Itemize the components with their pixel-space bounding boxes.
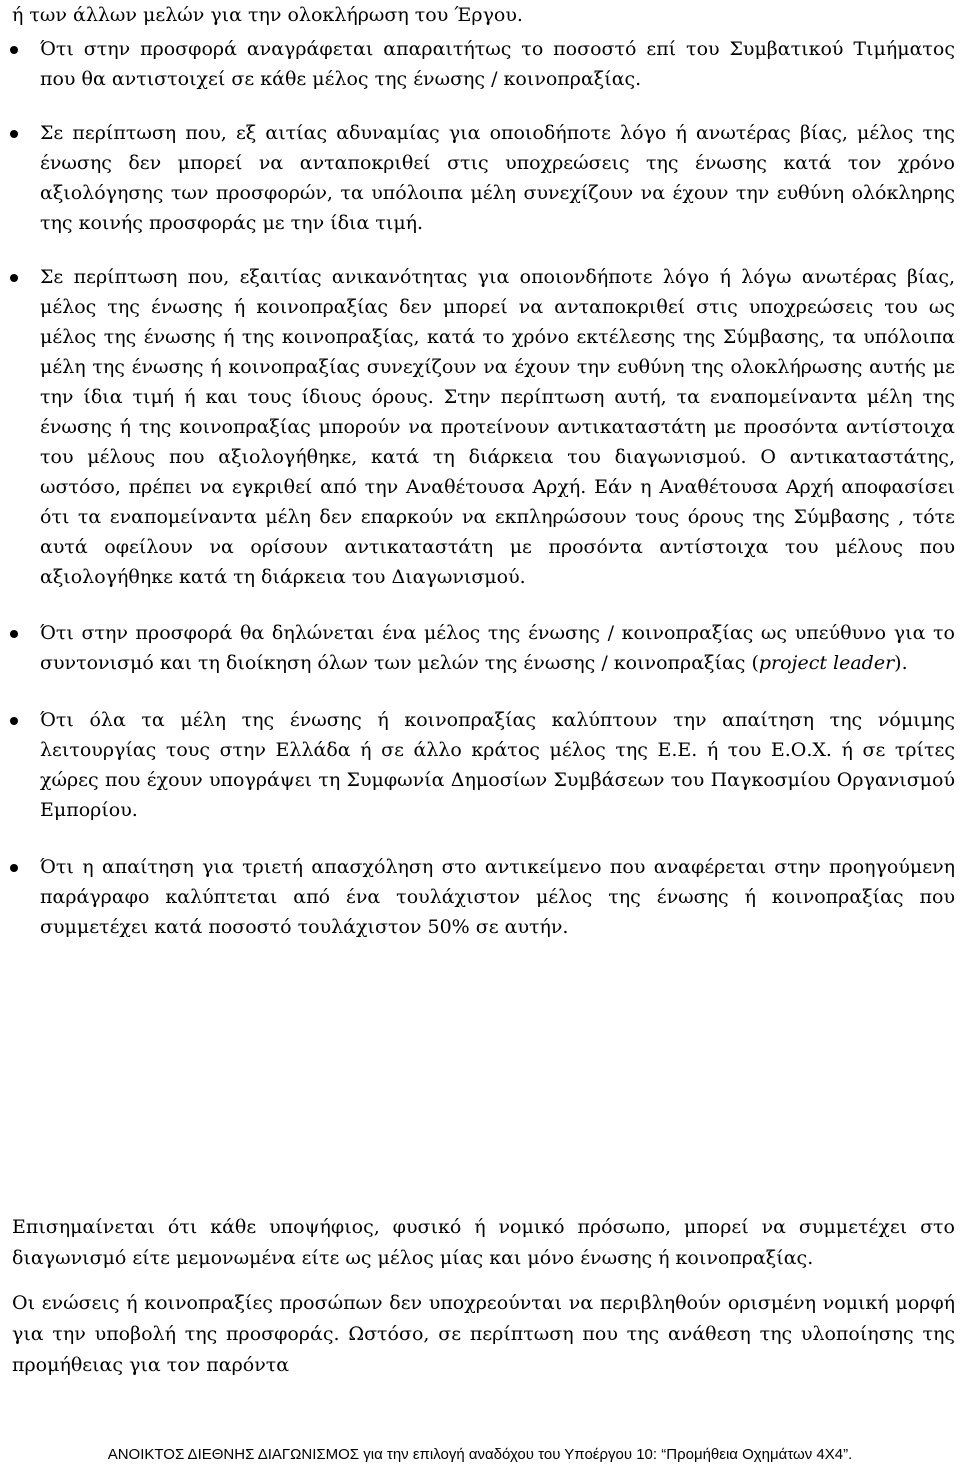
paragraph: Οι ενώσεις ή κοινοπραξίες προσώπων δεν υποχρεούνται να περιβληθούν ορισμένη νομική μορφή για την υποβολή της προσφοράς. Ωστόσο, σε περίπτωση που της ανάθεση της υλοποίησης της προμήθειας για τον παρόντα <box>12 1292 955 1376</box>
list-item <box>0 852 955 942</box>
list-item <box>0 262 955 592</box>
list-item-text: Ότι στην προσφορά θα δηλώνεται ένα μέλος της ένωσης / κοινοπραξίας ως υπεύθυνο για το συντονισμό και τη διοίκηση όλων των μελών της ένωσης / κοινοπραξίας ( <box>40 622 955 674</box>
project-leader-term: project leader <box>758 652 895 674</box>
list-item-text: Ότι η απαίτηση για τριετή απασχόληση στο αντικείμενο που αναφέρεται στην προηγούμενη παράγραφο καλύπτεται από ένα τουλάχιστον μέλος της ένωσης ή κοινοπραξίας που συμμετέχει κατά ποσοστό τουλάχιστον 50% σε αυτήν. <box>40 856 955 938</box>
list-item <box>0 705 955 825</box>
list-item <box>0 118 955 238</box>
bullet-icon <box>10 717 18 725</box>
page-footer: ΑΝΟΙΚΤΟΣ ΔΙΕΘΝΗΣ ΔΙΑΓΩΝΙΣΜΟΣ για την επιλογή αναδόχου του Υποέργου 10: “Προμήθεια Οχημάτων 4Χ4”. <box>107 1446 853 1463</box>
list-item-text: Ότι όλα τα μέλη της ένωσης ή κοινοπραξίας καλύπτουν την απαίτηση της νόμιμης λειτουργίας τους στην Ελλάδα ή σε άλλο κράτος μέλος της Ε.Ε. ή του Ε.Ο.Χ. ή σε τρίτες χώρες που έχουν υπογράψει τη Συμφωνία Δημοσίων Συμβάσεων του Παγκοσμίου Οργανισμού Εμπορίου. <box>40 709 955 821</box>
bullet-icon <box>10 130 18 138</box>
continuation-text: ή των άλλων μελών για την ολοκλήρωση του Έργου. <box>12 4 523 26</box>
paragraph: Επισημαίνεται ότι κάθε υποψήφιος, φυσικό ή νομικό πρόσωπο, μπορεί να συμμετέχει στο διαγωνισμό είτε μεμονωμένα είτε ως μέλος μίας και μόνο ένωσης ή κοινοπραξίας. <box>12 1216 955 1269</box>
list-item-text: Σε περίπτωση που, εξαιτίας ανικανότητας για οποιονδήποτε λόγο ή λόγω ανωτέρας βίας, μέλος της ένωσης ή κοινοπραξίας δεν μπορεί να ανταποκριθεί στις υποχρεώσεις του ως μέλος της ένωσης ή της κοινοπραξίας, κατά το χρόνο εκτέλεσης της Σύμβασης, τα υπόλοιπα μέλη της ένωσης ή κοινοπραξίας συνεχίζουν να έχουν την ευθύνη της ολοκλήρωσης αυτής με την ίδια τιμή ή και τους ίδιους όρους. Στην περίπτωση αυτή, τα εναπομείναντα μέλη της ένωσης ή της κοινοπραξίας μπορούν να προτείνουν αντικαταστάτη με προσόντα αντίστοιχα του μέλους που αξιολογήθηκε, κατά τη διάρκεια του διαγωνισμού. Ο αντικαταστάτης, ωστόσο, πρέπει να εγκριθεί από την Αναθέτουσα Αρχή. Εάν η Αναθέτουσα Αρχή αποφασίσει ότι τα εναπομείναντα μέλη δεν επαρκούν να εκπληρώσουν τους όρους της Σύμβασης , τότε αυτά οφείλουν να ορίσουν αντικαταστάτη με προσόντα αντίστοιχα του μέλους που αξιολογήθηκε κατά τη διάρκεια του Διαγωνισμού. <box>40 266 955 588</box>
list-item <box>0 618 955 678</box>
bullet-icon <box>10 274 18 282</box>
list-item-text: Ότι στην προσφορά αναγράφεται απαραιτήτως το ποσοστό επί του Συμβατικού Τιμήματος που θα αντιστοιχεί σε κάθε μέλος της ένωσης / κοινοπραξίας. <box>40 38 955 90</box>
conditions-list <box>0 34 955 942</box>
bullet-icon <box>10 864 18 872</box>
bullet-icon <box>10 46 18 54</box>
list-item-text: Σε περίπτωση που, εξ αιτίας αδυναμίας για οποιοδήποτε λόγο ή ανωτέρας βίας, μέλος της ένωσης δεν μπορεί να ανταποκριθεί στις υποχρεώσεις της ένωσης κατά τον χρόνο αξιολόγησης των προσφορών, τα υπόλοιπα μέλη συνεχίζουν να έχουν την ευθύνη ολόκληρης της κοινής προσφοράς με την ίδια τιμή. <box>40 122 955 234</box>
list-item <box>0 34 955 94</box>
list-item-text-end: ). <box>894 652 908 674</box>
body-paragraphs <box>12 1212 955 1381</box>
bullet-icon <box>10 630 18 638</box>
